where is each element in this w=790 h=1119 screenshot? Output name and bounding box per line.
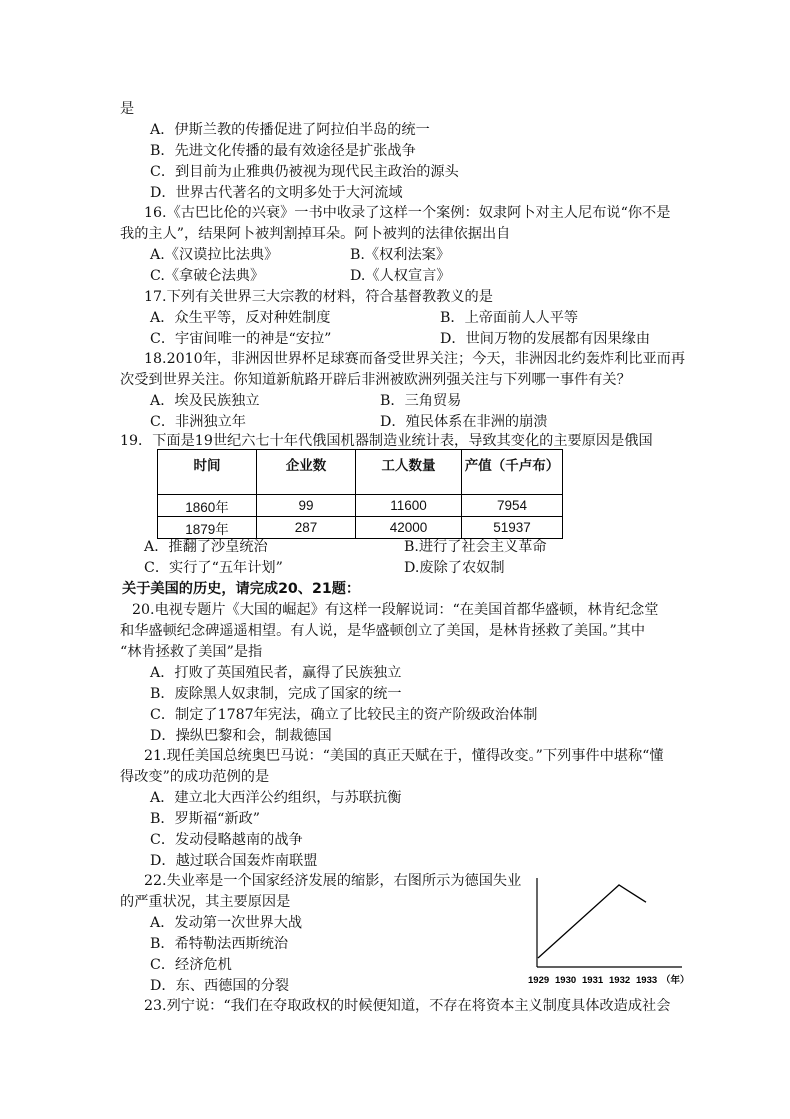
q17-option-d[interactable]: D．世间万物的发展都有因果缘由	[440, 331, 651, 347]
q22-stem-line1: 22.失业率是一个国家经济发展的缩影，右图所示为德国失业	[144, 873, 522, 889]
x-tick-label: 1930	[555, 975, 577, 986]
table-cell: 1860年	[158, 495, 257, 517]
q18-option-a[interactable]: A．埃及民族独立	[150, 393, 260, 409]
q20-option-a[interactable]: A．打败了英国殖民者，赢得了民族独立	[150, 665, 402, 681]
table-cell: 287	[257, 517, 356, 539]
q20-stem-line2: 和华盛顿纪念碑遥遥相望。有人说，是华盛顿创立了美国，是林肯拯救了美国。”其中	[120, 623, 646, 639]
table-header-cell: 企业数	[257, 450, 356, 495]
q18-option-d[interactable]: D．殖民体系在非洲的崩溃	[380, 414, 548, 430]
q17-stem: 17.下列有关世界三大宗教的材料，符合基督教教义的是	[144, 289, 493, 305]
q21-stem-line2: 得改变”的成功范例的是	[120, 769, 270, 785]
q22-option-a[interactable]: A．发动第一次世界大战	[150, 915, 303, 931]
q16-option-a[interactable]: A.《汉谟拉比法典》	[150, 247, 279, 263]
table-header-cell: 工人数量	[356, 450, 462, 495]
table-header-cell: 时间	[158, 450, 257, 495]
x-tick-label: 1933	[636, 975, 658, 986]
q16-option-c[interactable]: C.《拿破仑法典》	[150, 268, 265, 284]
q16-option-d[interactable]: D.《人权宣言》	[350, 268, 451, 284]
q21-option-b[interactable]: B．罗斯福“新政”	[150, 811, 261, 827]
statistics-table	[157, 449, 563, 539]
q16-stem-line1: 16.《古巴比伦的兴衰》一书中收录了这样一个案例：奴隶阿卜对主人尼布说“你不是	[144, 205, 671, 221]
x-tick-label: 1931	[582, 975, 604, 986]
q15-option-a[interactable]: A．伊斯兰教的传播促进了阿拉伯半岛的统一	[150, 122, 430, 138]
q19-option-d[interactable]: D.废除了农奴制	[404, 560, 505, 576]
table-row	[158, 495, 563, 517]
q18-option-c[interactable]: C．非洲独立年	[150, 414, 246, 430]
q20-option-d[interactable]: D．操纵巴黎和会，制裁德国	[150, 728, 332, 744]
q22-option-b[interactable]: B．希特勒法西斯统治	[150, 936, 289, 952]
table-cell: 7954	[462, 495, 563, 517]
table-header-row	[158, 450, 563, 495]
unemployment-series-line	[538, 885, 646, 958]
q21-option-a[interactable]: A．建立北大西洋公约组织，与苏联抗衡	[150, 790, 402, 806]
q16-stem-line2: 我的主人”，结果阿卜被判割掉耳朵。阿卜被判的法律依据出自	[120, 226, 511, 242]
table-cell: 1879年	[158, 517, 257, 539]
q21-stem-line1: 21.现任美国总统奥巴马说：“美国的真正天赋在于，懂得改变。”下列事件中堪称“懂	[144, 748, 664, 764]
q15-option-c[interactable]: C．到目前为止雅典仍被视为现代民主政治的源头	[150, 164, 459, 180]
q19-option-a[interactable]: A．推翻了沙皇统治	[144, 539, 268, 555]
x-tick-label: （年）	[661, 975, 690, 986]
q21-option-d[interactable]: D．越过联合国轰炸南联盟	[150, 853, 318, 869]
q15-option-b[interactable]: B．先进文化传播的最有效途径是扩张战争	[150, 143, 416, 159]
q16-option-b[interactable]: B.《权利法案》	[350, 247, 451, 263]
q20-stem-line3: “林肯拯救了美国”是指	[120, 644, 263, 660]
table-header-cell: 产值（千卢布）	[462, 450, 563, 495]
q22-option-d[interactable]: D．东、西德国的分裂	[150, 978, 290, 994]
unemployment-line-chart	[520, 870, 690, 995]
x-tick-label: 1932	[609, 975, 631, 986]
q20-option-c[interactable]: C．制定了1787年宪法，确立了比较民主的资产阶级政治体制	[150, 707, 538, 723]
table-cell: 51937	[462, 517, 563, 539]
q18-stem-line2: 次受到世界关注。你知道新航路开辟后非洲被欧洲列强关注与下列哪一事件有关？	[120, 372, 631, 388]
q20-stem-line1: 20.电视专题片《大国的崛起》有这样一段解说词：“在美国首都华盛顿，林肯纪念堂	[132, 602, 659, 618]
table-row	[158, 517, 563, 539]
q18-stem-line1: 18.2010年，非洲因世界杯足球赛而备受世界关注；今天，非洲因北约轰炸利比亚而再	[144, 351, 686, 367]
table-cell: 99	[257, 495, 356, 517]
q22-stem-line2: 的严重状况，其主要原因是	[120, 894, 291, 910]
x-tick-label: 1929	[528, 975, 550, 986]
q22-option-c[interactable]: C．经济危机	[150, 957, 232, 973]
q19-stem: 19．下面是19世纪六七十年代俄国机器制造业统计表，导致其变化的主要原因是俄国	[120, 433, 653, 449]
q18-option-b[interactable]: B．三角贸易	[380, 393, 462, 409]
q17-option-a[interactable]: A．众生平等，反对种姓制度	[150, 310, 331, 326]
q15-tail: 是	[120, 101, 135, 117]
q17-option-b[interactable]: B．上帝面前人人平等	[440, 310, 579, 326]
q21-option-c[interactable]: C．发动侵略越南的战争	[150, 832, 303, 848]
section-heading-us: 关于美国的历史，请完成20、21题：	[122, 581, 361, 597]
q20-option-b[interactable]: B．废除黑人奴隶制，完成了国家的统一	[150, 686, 402, 702]
q19-option-b[interactable]: B.进行了社会主义革命	[404, 539, 547, 555]
q17-option-c[interactable]: C．宇宙间唯一的神是“安拉”	[150, 331, 332, 347]
table-cell: 42000	[356, 517, 462, 539]
q19-option-c[interactable]: C．实行了“五年计划”	[144, 560, 283, 576]
q23-stem-line1: 23.列宁说：“我们在夺取政权的时候便知道，不存在将资本主义制度具体改造成社会	[144, 998, 671, 1014]
table-cell: 11600	[356, 495, 462, 517]
q15-option-d[interactable]: D．世界古代著名的文明多处于大河流域	[150, 185, 403, 201]
